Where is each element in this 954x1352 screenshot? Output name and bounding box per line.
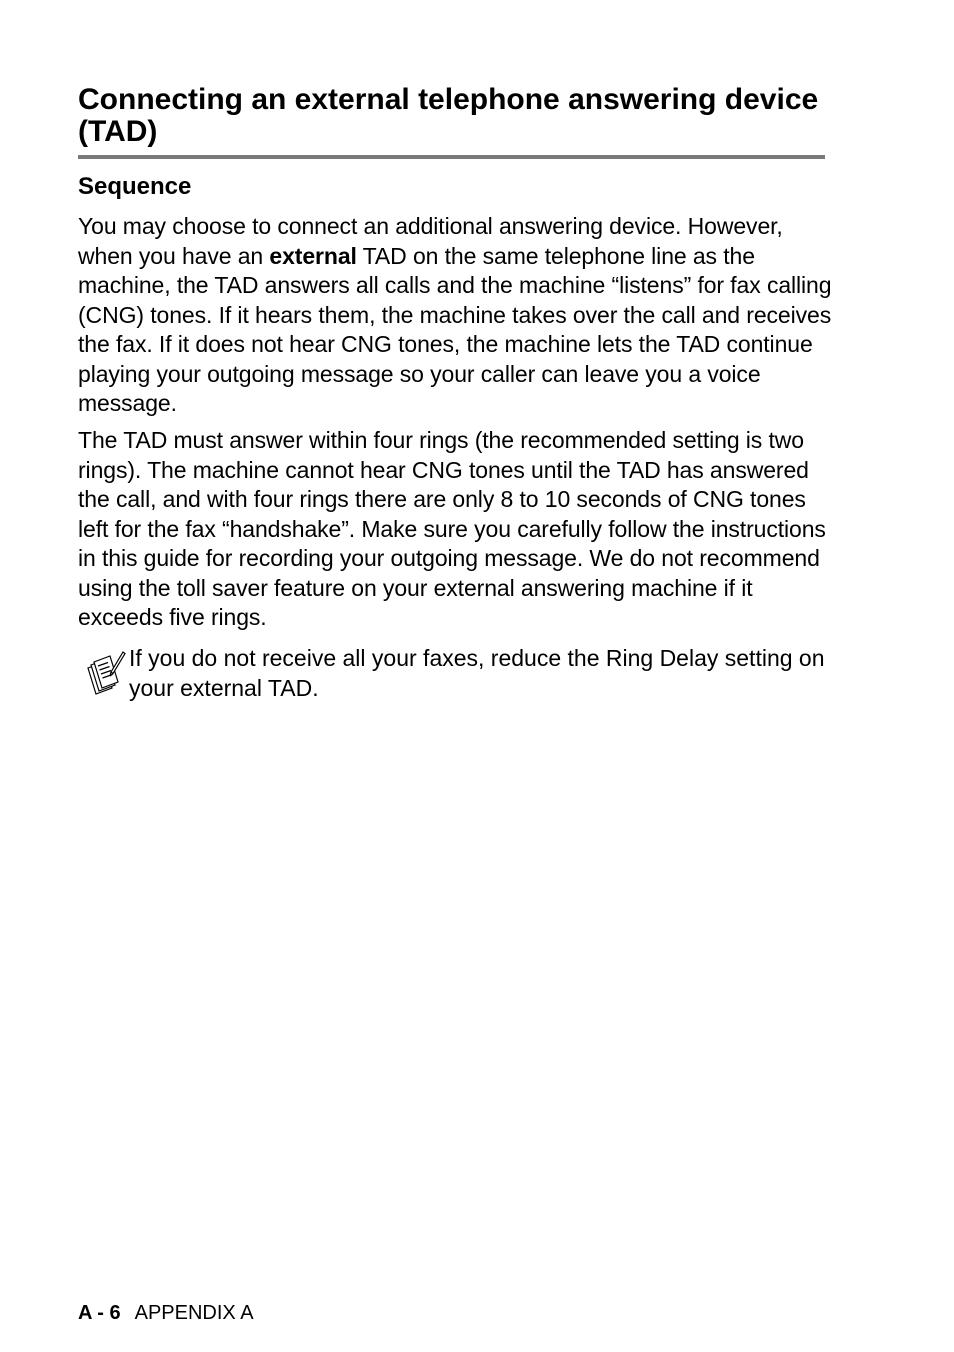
page-footer bbox=[78, 1301, 254, 1325]
bold-term-external: external bbox=[269, 242, 357, 269]
footer-section-label: APPENDIX A bbox=[134, 1302, 254, 1324]
subsection-title: Sequence bbox=[78, 173, 192, 200]
paragraph-tad-rings: The TAD must answer within four rings (the recommended setting is two rings). The machine cannot hear CNG tones until the TAD has answered the call, and with four rings there are only 8 to 10 seconds of CNG tones left for the fax “handshake”. Make sure you carefully follow the instructions in this guide for recording your outgoing message. We do not recommend using the toll saver feature on your external answering machine if it exceeds five rings. bbox=[78, 427, 826, 630]
page-number: A - 6 bbox=[78, 1302, 121, 1324]
paragraph-text: You may choose to connect an additional answering device. However, when you have an bbox=[78, 213, 783, 269]
title-underline bbox=[78, 155, 825, 159]
paragraph-text: TAD on the same telephone line as the machine, the TAD answers all calls and the machine “listens” for fax calling (CNG) tones. If it hears them, the machine takes over the call and receives the fax. If it does not hear CNG tones, the machine lets the TAD continue playing your outgoing message so your caller can leave you a voice message. bbox=[78, 242, 832, 416]
paragraph-sequence-intro bbox=[78, 212, 838, 419]
note-text: If you do not receive all your faxes, reduce the Ring Delay setting on your external TAD. bbox=[129, 645, 825, 701]
section-title: Connecting an external telephone answering device (TAD) bbox=[78, 83, 819, 148]
note-pencil-icon bbox=[84, 650, 126, 696]
